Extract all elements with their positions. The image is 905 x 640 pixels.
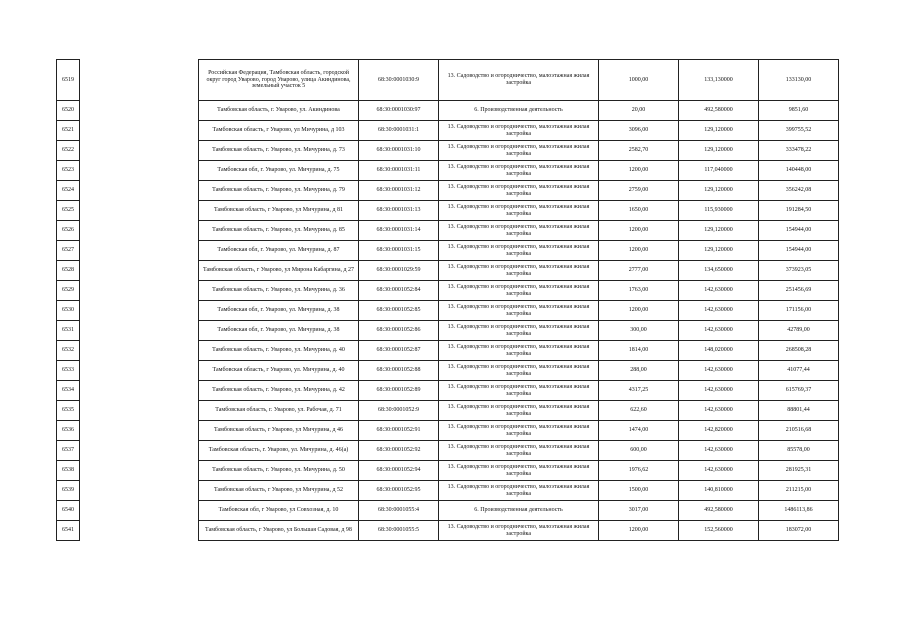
cadastral-number-cell: 68:30:0001052:85 — [359, 301, 439, 321]
row-number-row — [57, 181, 80, 201]
cadastral-number-cell: 68:30:0001031:12 — [359, 181, 439, 201]
row-number-cell: 6530 — [57, 301, 80, 321]
row-number-row — [57, 461, 80, 481]
specific-value-cell: 492,580000 — [679, 101, 759, 121]
cadastral-value-cell: 210516,68 — [759, 421, 839, 441]
row-number-row — [57, 361, 80, 381]
row-number-cell: 6533 — [57, 361, 80, 381]
land-use-cell: 13. Садоводство и огородничество, малоэтажная жилая застройка — [439, 341, 599, 361]
address-cell: Тамбовская область, г. Уварово, ул. Мичурина, д. 42 — [199, 381, 359, 401]
cadastral-number-cell: 68:30:0001030:97 — [359, 101, 439, 121]
table-row — [199, 421, 839, 441]
row-number-row — [57, 60, 80, 101]
specific-value-cell: 142,630000 — [679, 321, 759, 341]
address-cell: Тамбовская область, г Уварово, ул Мичурина, д 81 — [199, 201, 359, 221]
table-row — [199, 221, 839, 241]
row-number-cell: 6538 — [57, 461, 80, 481]
table-row — [199, 241, 839, 261]
row-number-row — [57, 201, 80, 221]
cadastral-number-cell: 68:30:0001052:95 — [359, 481, 439, 501]
table-row — [199, 121, 839, 141]
cadastral-number-cell: 68:30:0001052:88 — [359, 361, 439, 381]
land-use-cell: 13. Садоводство и огородничество, малоэтажная жилая застройка — [439, 301, 599, 321]
table-row — [199, 441, 839, 461]
cadastral-value-cell: 251456,69 — [759, 281, 839, 301]
cadastral-number-cell: 68:30:0001052:92 — [359, 441, 439, 461]
area-cell: 2759,00 — [599, 181, 679, 201]
land-use-cell: 13. Садоводство и огородничество, малоэтажная жилая застройка — [439, 461, 599, 481]
address-cell: Тамбовская обл, г. Уварово, ул. Мичурина, д. 38 — [199, 321, 359, 341]
area-cell: 1474,00 — [599, 421, 679, 441]
land-use-cell: 13. Садоводство и огородничество, малоэтажная жилая застройка — [439, 381, 599, 401]
cadastral-value-cell: 615769,37 — [759, 381, 839, 401]
table-row — [199, 161, 839, 181]
cadastral-value-cell: 333478,22 — [759, 141, 839, 161]
cadastral-number-cell: 68:30:0001031:14 — [359, 221, 439, 241]
row-number-row — [57, 121, 80, 141]
cadastral-number-cell: 68:30:0001052:91 — [359, 421, 439, 441]
row-number-row — [57, 141, 80, 161]
land-use-cell: 13. Садоводство и огородничество, малоэтажная жилая застройка — [439, 441, 599, 461]
specific-value-cell: 148,020000 — [679, 341, 759, 361]
table-row — [199, 181, 839, 201]
land-use-cell: 13. Садоводство и огородничество, малоэтажная жилая застройка — [439, 401, 599, 421]
area-cell: 288,00 — [599, 361, 679, 381]
row-number-cell: 6537 — [57, 441, 80, 461]
specific-value-cell: 133,130000 — [679, 60, 759, 101]
cadastral-value-cell: 171156,00 — [759, 301, 839, 321]
row-number-row — [57, 101, 80, 121]
specific-value-cell: 142,630000 — [679, 281, 759, 301]
row-number-cell: 6520 — [57, 101, 80, 121]
area-cell: 1500,00 — [599, 481, 679, 501]
land-use-cell: 13. Садоводство и огородничество, малоэтажная жилая застройка — [439, 181, 599, 201]
cadastral-number-cell: 68:30:0001052:94 — [359, 461, 439, 481]
table-row — [199, 301, 839, 321]
address-cell: Тамбовская область, г Уварово, ул Большая Садовая, д 98 — [199, 521, 359, 541]
land-use-cell: 13. Садоводство и огородничество, малоэтажная жилая застройка — [439, 201, 599, 221]
cadastral-value-cell: 154944,00 — [759, 241, 839, 261]
row-number-cell: 6535 — [57, 401, 80, 421]
address-cell: Тамбовская обл, г. Уварово, ул. Мичурина, д. 75 — [199, 161, 359, 181]
land-use-cell: 13. Садоводство и огородничество, малоэтажная жилая застройка — [439, 521, 599, 541]
table-row — [199, 381, 839, 401]
specific-value-cell: 129,120000 — [679, 241, 759, 261]
row-number-cell: 6539 — [57, 481, 80, 501]
cadastral-value-cell: 1486113,86 — [759, 501, 839, 521]
area-cell: 1763,00 — [599, 281, 679, 301]
row-number-row — [57, 341, 80, 361]
cadastral-value-cell: 191284,50 — [759, 201, 839, 221]
address-cell: Тамбовская область, г. Уварово, ул. Мичурина, д. 46(а) — [199, 441, 359, 461]
row-number-cell: 6536 — [57, 421, 80, 441]
land-use-cell: 13. Садоводство и огородничество, малоэтажная жилая застройка — [439, 321, 599, 341]
cadastral-value-cell: 268508,28 — [759, 341, 839, 361]
row-number-row — [57, 241, 80, 261]
land-use-cell: 13. Садоводство и огородничество, малоэтажная жилая застройка — [439, 161, 599, 181]
specific-value-cell: 129,120000 — [679, 221, 759, 241]
cadastral-number-cell: 68:30:0001031:11 — [359, 161, 439, 181]
cadastral-value-cell: 41077,44 — [759, 361, 839, 381]
land-use-cell: 13. Садоводство и огородничество, малоэтажная жилая застройка — [439, 121, 599, 141]
row-number-cell: 6540 — [57, 501, 80, 521]
area-cell: 1200,00 — [599, 521, 679, 541]
row-number-cell: 6524 — [57, 181, 80, 201]
cadastral-number-cell: 68:30:0001052:84 — [359, 281, 439, 301]
address-cell: Тамбовская область, г. Уварово, ул. Мичурина, д. 73 — [199, 141, 359, 161]
table-row — [199, 201, 839, 221]
cadastral-number-cell: 68:30:0001030:9 — [359, 60, 439, 101]
address-cell: Тамбовская область, г. Уварово, ул. Мичурина, д. 40 — [199, 341, 359, 361]
table-row — [199, 341, 839, 361]
table-row — [199, 141, 839, 161]
land-use-cell: 13. Садоводство и огородничество, малоэтажная жилая застройка — [439, 281, 599, 301]
table-row — [199, 501, 839, 521]
specific-value-cell: 117,040000 — [679, 161, 759, 181]
cadastral-value-cell: 42789,00 — [759, 321, 839, 341]
row-number-body — [57, 60, 80, 541]
row-number-cell: 6529 — [57, 281, 80, 301]
table-row — [199, 461, 839, 481]
row-number-row — [57, 321, 80, 341]
address-cell: Тамбовская область, г Уварово, ул Мичурина, д 46 — [199, 421, 359, 441]
area-cell: 20,00 — [599, 101, 679, 121]
address-cell: Тамбовская область, г. Уварово, ул. Мичурина, д. 85 — [199, 221, 359, 241]
table-row — [199, 101, 839, 121]
address-cell: Тамбовская область, г Уварово, ул Мичурина, д 52 — [199, 481, 359, 501]
specific-value-cell: 134,650000 — [679, 261, 759, 281]
specific-value-cell: 492,580000 — [679, 501, 759, 521]
cadastral-value-cell: 133130,00 — [759, 60, 839, 101]
table-row — [199, 481, 839, 501]
table-row — [199, 281, 839, 301]
row-number-row — [57, 301, 80, 321]
cadastral-number-cell: 68:30:0001055:4 — [359, 501, 439, 521]
cadastral-value-cell: 140448,00 — [759, 161, 839, 181]
cadastral-value-cell: 281925,31 — [759, 461, 839, 481]
area-cell: 4317,25 — [599, 381, 679, 401]
address-cell: Тамбовская область, г. Уварово, ул. Акиндинова — [199, 101, 359, 121]
area-cell: 300,00 — [599, 321, 679, 341]
row-number-cell: 6531 — [57, 321, 80, 341]
cadastral-number-cell: 68:30:0001052:87 — [359, 341, 439, 361]
row-number-cell: 6541 — [57, 521, 80, 541]
row-number-row — [57, 521, 80, 541]
land-use-cell: 13. Садоводство и огородничество, малоэтажная жилая застройка — [439, 361, 599, 381]
land-use-cell: 6. Производственная деятельность — [439, 101, 599, 121]
row-number-cell: 6534 — [57, 381, 80, 401]
specific-value-cell: 142,820000 — [679, 421, 759, 441]
row-number-cell: 6532 — [57, 341, 80, 361]
row-number-row — [57, 481, 80, 501]
address-cell: Тамбовская обл, г Уварово, ул Совхозная, д. 10 — [199, 501, 359, 521]
cadastral-number-cell: 68:30:0001031:10 — [359, 141, 439, 161]
table-row — [199, 521, 839, 541]
cadastral-number-cell: 68:30:0001029:59 — [359, 261, 439, 281]
table-row — [199, 321, 839, 341]
specific-value-cell: 129,120000 — [679, 181, 759, 201]
row-number-row — [57, 161, 80, 181]
area-cell: 2777,00 — [599, 261, 679, 281]
specific-value-cell: 142,630000 — [679, 301, 759, 321]
address-cell: Тамбовская область, г Уварово, ул Мичурина, д 103 — [199, 121, 359, 141]
table-body — [199, 60, 839, 541]
specific-value-cell: 142,630000 — [679, 361, 759, 381]
land-use-cell: 13. Садоводство и огородничество, малоэтажная жилая застройка — [439, 421, 599, 441]
address-cell: Тамбовская область, г. Уварово, ул. Мичурина, д. 79 — [199, 181, 359, 201]
area-cell: 1000,00 — [599, 60, 679, 101]
land-use-cell: 13. Садоводство и огородничество, малоэтажная жилая застройка — [439, 481, 599, 501]
row-number-row — [57, 281, 80, 301]
cadastral-number-cell: 68:30:0001031:15 — [359, 241, 439, 261]
cadastral-value-cell: 356242,08 — [759, 181, 839, 201]
cadastral-number-cell: 68:30:0001052:9 — [359, 401, 439, 421]
table-row — [199, 60, 839, 101]
address-cell: Тамбовская обл, г. Уварово, ул. Мичурина, д. 38 — [199, 301, 359, 321]
land-use-cell: 6. Производственная деятельность — [439, 501, 599, 521]
area-cell: 1814,00 — [599, 341, 679, 361]
row-number-cell: 6521 — [57, 121, 80, 141]
row-number-cell: 6527 — [57, 241, 80, 261]
cadastral-value-cell: 154944,00 — [759, 221, 839, 241]
specific-value-cell: 142,630000 — [679, 461, 759, 481]
row-number-cell: 6522 — [57, 141, 80, 161]
area-cell: 3017,00 — [599, 501, 679, 521]
cadastral-value-cell: 373923,05 — [759, 261, 839, 281]
cadastral-number-cell: 68:30:0001052:86 — [359, 321, 439, 341]
area-cell: 1650,00 — [599, 201, 679, 221]
row-number-row — [57, 381, 80, 401]
area-cell: 1976,62 — [599, 461, 679, 481]
row-number-row — [57, 221, 80, 241]
land-use-cell: 13. Садоводство и огородничество, малоэтажная жилая застройка — [439, 221, 599, 241]
address-cell: Тамбовская область, г. Уварово, ул. Мичурина, д. 50 — [199, 461, 359, 481]
row-number-row — [57, 501, 80, 521]
specific-value-cell: 142,630000 — [679, 381, 759, 401]
address-cell: Тамбовская область, г Уварово, ул Мирона Кабаргина, д 27 — [199, 261, 359, 281]
area-cell: 1200,00 — [599, 241, 679, 261]
cadastral-value-cell: 88801,44 — [759, 401, 839, 421]
area-cell: 3096,00 — [599, 121, 679, 141]
area-cell: 1200,00 — [599, 301, 679, 321]
address-cell: Тамбовская область, г Уварово, ул. Мичурина, д. 40 — [199, 361, 359, 381]
cadastral-value-cell: 183072,00 — [759, 521, 839, 541]
row-number-cell: 6525 — [57, 201, 80, 221]
address-cell: Тамбовская область, г. Уварово, ул. Рабочая, д. 71 — [199, 401, 359, 421]
specific-value-cell: 129,120000 — [679, 141, 759, 161]
cadastral-number-cell: 68:30:0001055:5 — [359, 521, 439, 541]
table-row — [199, 261, 839, 281]
cadastral-number-cell: 68:30:0001031:13 — [359, 201, 439, 221]
row-number-column — [56, 59, 80, 541]
land-use-cell: 13. Садоводство и огородничество, малоэтажная жилая застройка — [439, 141, 599, 161]
row-number-cell: 6519 — [57, 60, 80, 101]
address-cell: Тамбовская обл, г. Уварово, ул. Мичурина, д. 87 — [199, 241, 359, 261]
cadastral-value-cell: 85578,00 — [759, 441, 839, 461]
specific-value-cell: 115,930000 — [679, 201, 759, 221]
land-use-cell: 13. Садоводство и огородничество, малоэтажная жилая застройка — [439, 261, 599, 281]
land-use-cell: 13. Садоводство и огородничество, малоэтажная жилая застройка — [439, 241, 599, 261]
specific-value-cell: 129,120000 — [679, 121, 759, 141]
cadastral-value-cell: 211215,00 — [759, 481, 839, 501]
row-number-cell: 6528 — [57, 261, 80, 281]
address-cell: Тамбовская область, г. Уварово, ул. Мичурина, д. 36 — [199, 281, 359, 301]
land-use-cell: 13. Садоводство и огородничество, малоэтажная жилая застройка — [439, 60, 599, 101]
cadastral-value-cell: 399755,52 — [759, 121, 839, 141]
area-cell: 622,60 — [599, 401, 679, 421]
cadastral-value-cell: 9851,60 — [759, 101, 839, 121]
row-number-row — [57, 261, 80, 281]
address-cell: Российская Федерация, Тамбовская область, городской округ город Уварово, город Уварово, улица Акиндинова, земельный участок 5 — [199, 60, 359, 101]
specific-value-cell: 142,630000 — [679, 441, 759, 461]
cadastral-value-table — [198, 59, 839, 541]
table-row — [199, 361, 839, 381]
area-cell: 1200,00 — [599, 161, 679, 181]
area-cell: 2582,70 — [599, 141, 679, 161]
row-number-row — [57, 401, 80, 421]
row-number-row — [57, 421, 80, 441]
specific-value-cell: 152,560000 — [679, 521, 759, 541]
area-cell: 1200,00 — [599, 221, 679, 241]
table-row — [199, 401, 839, 421]
row-number-cell: 6523 — [57, 161, 80, 181]
cadastral-number-cell: 68:30:0001052:89 — [359, 381, 439, 401]
specific-value-cell: 140,810000 — [679, 481, 759, 501]
cadastral-number-cell: 68:30:0001031:1 — [359, 121, 439, 141]
area-cell: 600,00 — [599, 441, 679, 461]
row-number-cell: 6526 — [57, 221, 80, 241]
specific-value-cell: 142,630000 — [679, 401, 759, 421]
row-number-row — [57, 441, 80, 461]
